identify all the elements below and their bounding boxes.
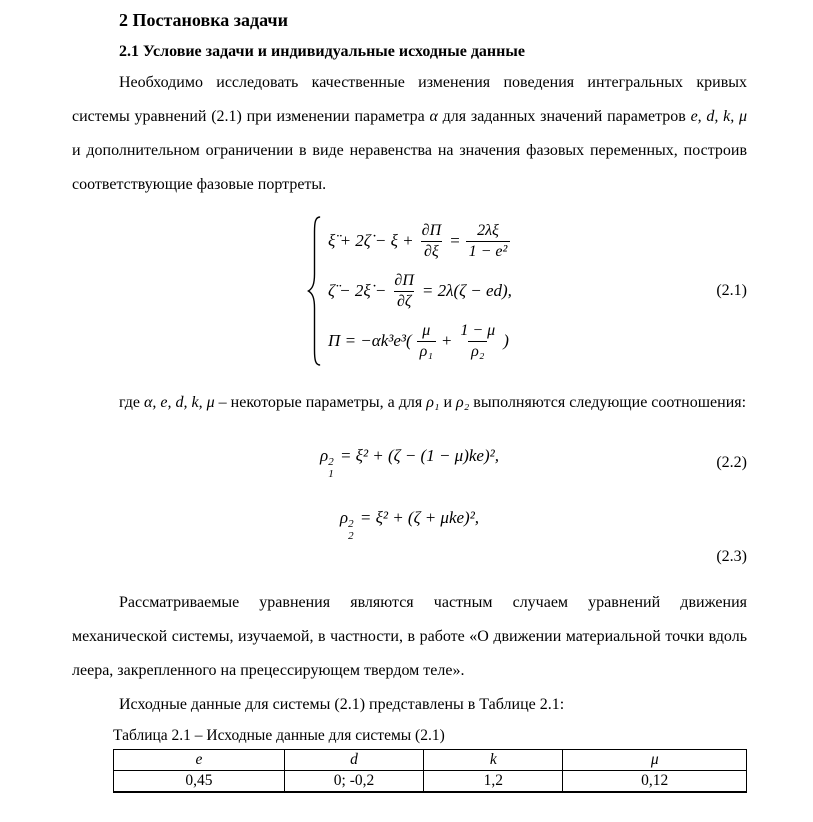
equation-2-2-formula [320,446,499,480]
table-caption: Таблица 2.1 – Исходные данные для системы (2.1) [113,727,445,745]
table-header-k: k [424,750,563,771]
table-value-mu: 0,12 [563,771,747,793]
fraction-dPi-dZeta: $\frac{\partial\Pi}{\partial\zeta}$ [394,272,414,310]
paragraph-task-description [72,66,747,202]
equation-system-body [307,216,512,366]
equation-number-2-1: (2.1) [716,282,747,299]
math-text: Π = −αk³e³( [328,331,412,350]
paragraph-text: выполняются следующие соотношения: [469,394,747,411]
math-text: + [440,331,453,350]
math-text: ) [503,331,509,350]
fraction-dPi-dXi: $\frac{\partial\Pi}{\partial\xi}$ [421,222,442,260]
paragraph-text: Необходимо исследовать качественные изменения поведения интегральных кривых системы уравнений (2.1) при изменении параметра [72,74,747,125]
math-rho: ρ [339,508,349,528]
table-value-d: 0; -0,2 [284,771,423,793]
system-brace-icon [307,216,322,366]
table-header-mu: μ [563,750,747,771]
math-rho1-symbol: ρ₁ [426,394,440,411]
math-supsub [348,519,354,542]
equation-system-2-1 [72,216,747,366]
equation-2-3-formula [340,508,479,542]
equation-2-3 [72,508,747,542]
paragraph-text: и [439,394,457,411]
system-equations [328,216,512,366]
initial-data-table [113,749,747,793]
math-parameters-list: e, d, k, μ [690,108,748,125]
paragraph-text: где [119,394,145,411]
table-header-e: e [114,750,285,771]
paragraph-text: для заданных значений параметров [437,108,691,125]
math-subscript: 1 [328,467,334,480]
table-value-row [114,771,747,793]
paragraph-text: – некоторые параметры, а для [214,394,427,411]
fraction-mu-rho1: $\frac{\mu}{\text{ρ₁}}$ [417,321,436,360]
table-value-k: 1,2 [424,771,563,793]
equation-line-2 [328,266,512,316]
paragraph-equations-context: Рассматриваемые уравнения являются частным случаем уравнений движения механической системы, изучаемой, в частности, в работе «О движении материальной точки вдоль леера, закрепленного на прецессирующем твердом теле». [72,594,747,680]
paragraph-table-reference: Исходные данные для системы (2.1) представлены в Таблице 2.1: [119,696,565,714]
section-heading: 2 Постановка задачи [119,10,288,30]
equation-2-2 [72,446,747,480]
math-supsub [328,457,334,480]
math-text: = 2λ(ζ − ed), [421,281,512,300]
table-header-d: d [284,750,423,771]
equation-number-2-2: (2.2) [716,454,747,472]
fraction-2-lambda-xi: $\frac{2\lambda\xi}{\text{1 − e²}}$ [466,221,511,260]
math-text: ξ̈ + 2ζ̇ − ξ + [328,231,414,250]
math-rho2-symbol: ρ₂ [456,394,470,411]
equation-line-1 [328,216,512,266]
table-header-row [114,750,747,771]
math-superscript: 2 [348,518,354,531]
math-alpha-symbol: α [429,108,438,125]
paragraph-where-clause [72,386,747,420]
paragraph-text: и дополнительном ограничении в виде неравенства на значения фазовых переменных, построив соответствующие фазовые портреты. [72,142,747,193]
subsection-heading: 2.1 Условие задачи и индивидуальные исходные данные [119,43,525,60]
math-text: = ξ² + (ζ + μke)², [355,508,480,528]
equation-number-2-3: (2.3) [716,548,747,566]
math-superscript: 2 [328,456,334,468]
math-text: = ξ² + (ζ − (1 − μ)ke)², [335,446,499,465]
math-text: ζ̈ − 2ξ̇ − [328,281,387,300]
table-value-e: 0,45 [114,771,285,793]
equation-line-3 [328,316,512,366]
math-text: = [449,231,461,250]
math-subscript: 2 [348,529,354,542]
math-parameters-list: α, e, d, k, μ [144,394,215,411]
math-rho: ρ [320,446,329,465]
fraction-1-minus-mu-rho2: $\frac{1 - \mu}{\text{ρ₂}}$ [460,322,496,360]
